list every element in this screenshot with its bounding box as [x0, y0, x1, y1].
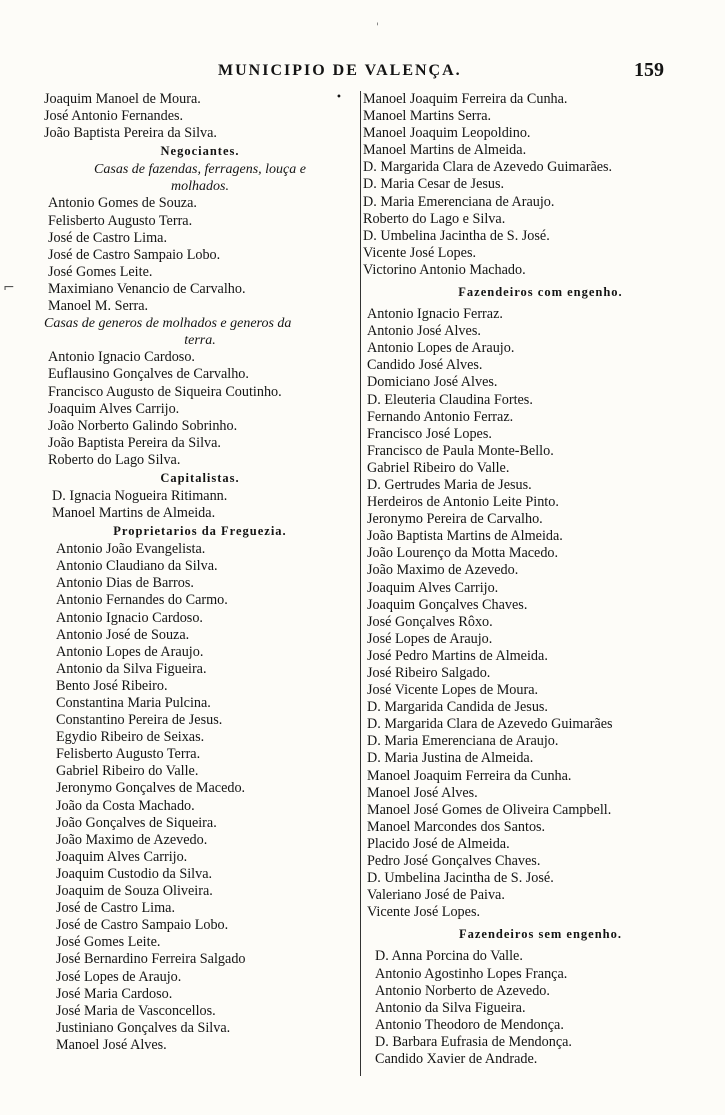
list-item: José Gomes Leite.	[48, 263, 153, 280]
capitalistas-list	[44, 488, 356, 522]
list-item: Vicente José Lopes.	[367, 904, 481, 921]
casas-generos-subheading: Casas de generos de molhados e generos da	[44, 316, 292, 332]
page-number: 159	[634, 59, 664, 81]
list-item: Manoel Joaquim Leopoldino.	[363, 125, 531, 142]
com-engenho-list	[363, 306, 718, 921]
list-item: Manoel José Gomes de Oliveira Campbell.	[367, 801, 612, 818]
list-item: Joaquim Alves Carrijo.	[367, 579, 499, 596]
list-item: Manoel M. Serra.	[48, 298, 149, 315]
list-item: Joaquim Alves Carrijo.	[48, 400, 180, 417]
list-item: Manoel Joaquim Ferreira da Cunha.	[367, 767, 572, 784]
list-item: Antonio Norberto de Azevedo.	[375, 982, 550, 999]
list-item: Manoel Joaquim Ferreira da Cunha.	[363, 91, 568, 107]
list-item: Placido José de Almeida.	[367, 835, 510, 852]
list-item: Antonio José de Souza.	[56, 626, 190, 643]
list-item: Francisco de Paula Monte-Bello.	[367, 442, 554, 459]
list-item: Constantino Pereira de Jesus.	[56, 712, 223, 729]
list-item: Francisco José Lopes.	[367, 425, 492, 442]
list-item: D. Margarida Candida de Jesus.	[367, 699, 548, 716]
list-item: D. Gertrudes Maria de Jesus.	[367, 476, 532, 493]
list-item: D. Margarida Clara de Azevedo Guimarães	[367, 716, 613, 733]
list-item: Maximiano Venancio de Carvalho.	[48, 280, 246, 297]
casas-fazendas-list	[44, 195, 356, 315]
sem-engenho-heading: Fazendeiros sem engenho.	[459, 927, 622, 942]
column-dot: •	[336, 92, 342, 103]
list-item: Francisco Augusto de Siqueira Coutinho.	[48, 383, 282, 400]
list-item: D. Margarida Clara de Azevedo Guimarães.	[363, 159, 613, 176]
list-item: José Lopes de Araujo.	[367, 630, 493, 647]
casas-fazendas-subheading: Casas de fazendas, ferragens, louça e	[94, 162, 306, 178]
capitalistas-heading: Capitalistas.	[160, 470, 240, 485]
list-item: Manoel Martins Serra.	[363, 108, 492, 125]
list-item: Antonio da Silva Figueira.	[56, 660, 207, 677]
list-item: Joaquim Alves Carrijo.	[56, 848, 188, 865]
list-item: João Gonçalves de Siqueira.	[56, 814, 217, 831]
list-item: João Maximo de Azevedo.	[56, 831, 208, 848]
list-item: José Vicente Lopes de Moura.	[367, 682, 539, 699]
list-item: D. Eleuteria Claudina Fortes.	[367, 391, 533, 408]
page-header	[0, 59, 725, 84]
list-item: José Bernardino Ferreira Salgado	[56, 951, 246, 968]
casas-generos-list	[44, 349, 356, 469]
list-item: Joaquim Gonçalves Chaves.	[367, 596, 528, 613]
list-item: José Antonio Fernandes.	[44, 108, 184, 125]
list-item: Gabriel Ribeiro do Valle.	[56, 763, 199, 780]
list-item: José de Castro Sampaio Lobo.	[56, 917, 229, 934]
list-item: Constantina Maria Pulcina.	[56, 695, 211, 711]
list-item: D. Umbelina Jacintha de S. José.	[367, 870, 554, 887]
list-item: Antonio Dias de Barros.	[56, 575, 194, 592]
list-item: Antonio Lopes de Araujo.	[56, 643, 204, 660]
list-item: José Lopes de Araujo.	[56, 968, 182, 985]
list-item: D. Maria Justina de Almeida.	[367, 750, 534, 767]
list-item: Joaquim Manoel de Moura.	[44, 91, 201, 107]
list-item: João Maximo de Azevedo.	[367, 562, 519, 579]
list-item: Domiciano José Alves.	[367, 374, 498, 391]
casas-generos-subheading-cont: terra.	[184, 333, 216, 349]
list-item: Antonio Lopes de Araujo.	[367, 340, 515, 357]
list-item: Manoel Martins de Almeida.	[363, 142, 527, 159]
list-item: João Norberto Galindo Sobrinho.	[48, 417, 238, 434]
list-item: Antonio Gomes de Souza.	[48, 195, 197, 212]
list-item: Pedro José Gonçalves Chaves.	[367, 853, 541, 870]
list-item: José Gonçalves Rôxo.	[367, 613, 493, 630]
list-item: Euflausino Gonçalves de Carvalho.	[48, 366, 249, 383]
list-item: Joaquim de Souza Oliveira.	[56, 883, 213, 900]
list-item: Antonio Claudiano da Silva.	[56, 558, 218, 575]
list-item: José Maria Cardoso.	[56, 985, 173, 1002]
list-item: José Ribeiro Salgado.	[367, 665, 491, 681]
list-item: Antonio Agostinho Lopes França.	[375, 965, 568, 982]
list-item: José Gomes Leite.	[56, 934, 161, 951]
list-item: Felisberto Augusto Terra.	[48, 212, 193, 229]
list-item: Antonio João Evangelista.	[56, 541, 206, 558]
list-item: Egydio Ribeiro de Seixas.	[56, 729, 205, 746]
list-item: José Pedro Martins de Almeida.	[367, 647, 548, 664]
list-item: José Maria de Vasconcellos.	[56, 1002, 216, 1019]
list-item: Valeriano José de Paiva.	[367, 887, 505, 904]
list-item: Victorino Antonio Machado.	[363, 261, 526, 278]
list-item: José de Castro Sampaio Lobo.	[48, 246, 221, 263]
list-item: Vicente José Lopes.	[363, 244, 477, 261]
list-item: D. Umbelina Jacintha de S. José.	[363, 227, 550, 244]
right-column	[360, 91, 718, 1076]
list-item: Antonio da Silva Figueira.	[375, 999, 526, 1016]
list-item: D. Anna Porcina do Valle.	[375, 948, 523, 965]
negociantes-heading: Negociantes.	[160, 144, 240, 159]
list-item: Justiniano Gonçalves da Silva.	[56, 1019, 231, 1036]
list-item: Antonio Fernandes do Carmo.	[56, 592, 228, 609]
list-item: Manoel José Alves.	[56, 1036, 167, 1053]
list-item: Gabriel Ribeiro do Valle.	[367, 459, 510, 476]
list-item: D. Ignacia Nogueira Ritimann.	[52, 487, 228, 504]
list-item: Jeronymo Gonçalves de Macedo.	[56, 780, 246, 797]
list-item: José de Castro Lima.	[56, 900, 175, 917]
list-item: Candido Xavier de Andrade.	[375, 1050, 538, 1067]
list-item: D. Maria Cesar de Jesus.	[363, 176, 505, 193]
left-column	[44, 91, 356, 1054]
list-item: Fernando Antonio Ferraz.	[367, 408, 514, 425]
list-item: Antonio Ignacio Cardoso.	[48, 349, 195, 366]
list-item: João da Costa Machado.	[56, 797, 195, 814]
list-item: Candido José Alves.	[367, 357, 483, 374]
margin-mark: ⌐	[3, 280, 15, 296]
list-item: Bento José Ribeiro.	[56, 677, 168, 694]
list-item: D. Barbara Eufrasia de Mendonça.	[375, 1033, 572, 1050]
list-item: Manoel Martins de Almeida.	[52, 505, 216, 522]
list-item: Felisberto Augusto Terra.	[56, 746, 201, 763]
list-item: Manoel José Alves.	[367, 784, 478, 801]
list-item: D. Maria Emerenciana de Araujo.	[367, 733, 559, 750]
list-item: José de Castro Lima.	[48, 229, 167, 246]
list-item: Herdeiros de Antonio Leite Pinto.	[367, 494, 559, 511]
com-engenho-heading: Fazendeiros com engenho.	[458, 285, 623, 300]
list-item: Jeronymo Pereira de Carvalho.	[367, 511, 543, 528]
casas-fazendas-subheading-cont: molhados.	[171, 179, 229, 195]
page-title: MUNICIPIO DE VALENÇA.	[218, 62, 462, 79]
list-item: Roberto do Lago Silva.	[48, 451, 181, 468]
list-item: João Lourenço da Motta Macedo.	[367, 545, 559, 562]
sem-engenho-list	[363, 948, 718, 1068]
list-item: João Baptista Pereira da Silva.	[48, 434, 221, 451]
list-item: Antonio Ignacio Ferraz.	[367, 306, 503, 323]
page-speck: '	[376, 22, 379, 33]
proprietarios-heading: Proprietarios da Freguezia.	[113, 524, 287, 539]
list-item: Roberto do Lago e Silva.	[363, 210, 506, 227]
list-item: Antonio Theodoro de Mendonça.	[375, 1016, 564, 1033]
list-item: Joaquim Custodio da Silva.	[56, 865, 213, 882]
list-item: Antonio José Alves.	[367, 323, 481, 340]
list-item: João Baptista Pereira da Silva.	[44, 125, 217, 142]
list-item: Antonio Ignacio Cardoso.	[56, 609, 203, 626]
right-intro-list	[363, 91, 718, 279]
left-intro-list	[44, 91, 356, 142]
list-item: D. Maria Emerenciana de Araujo.	[363, 193, 555, 210]
list-item: Manoel Marcondes dos Santos.	[367, 818, 546, 835]
proprietarios-list	[44, 541, 356, 1054]
list-item: João Baptista Martins de Almeida.	[367, 528, 563, 545]
